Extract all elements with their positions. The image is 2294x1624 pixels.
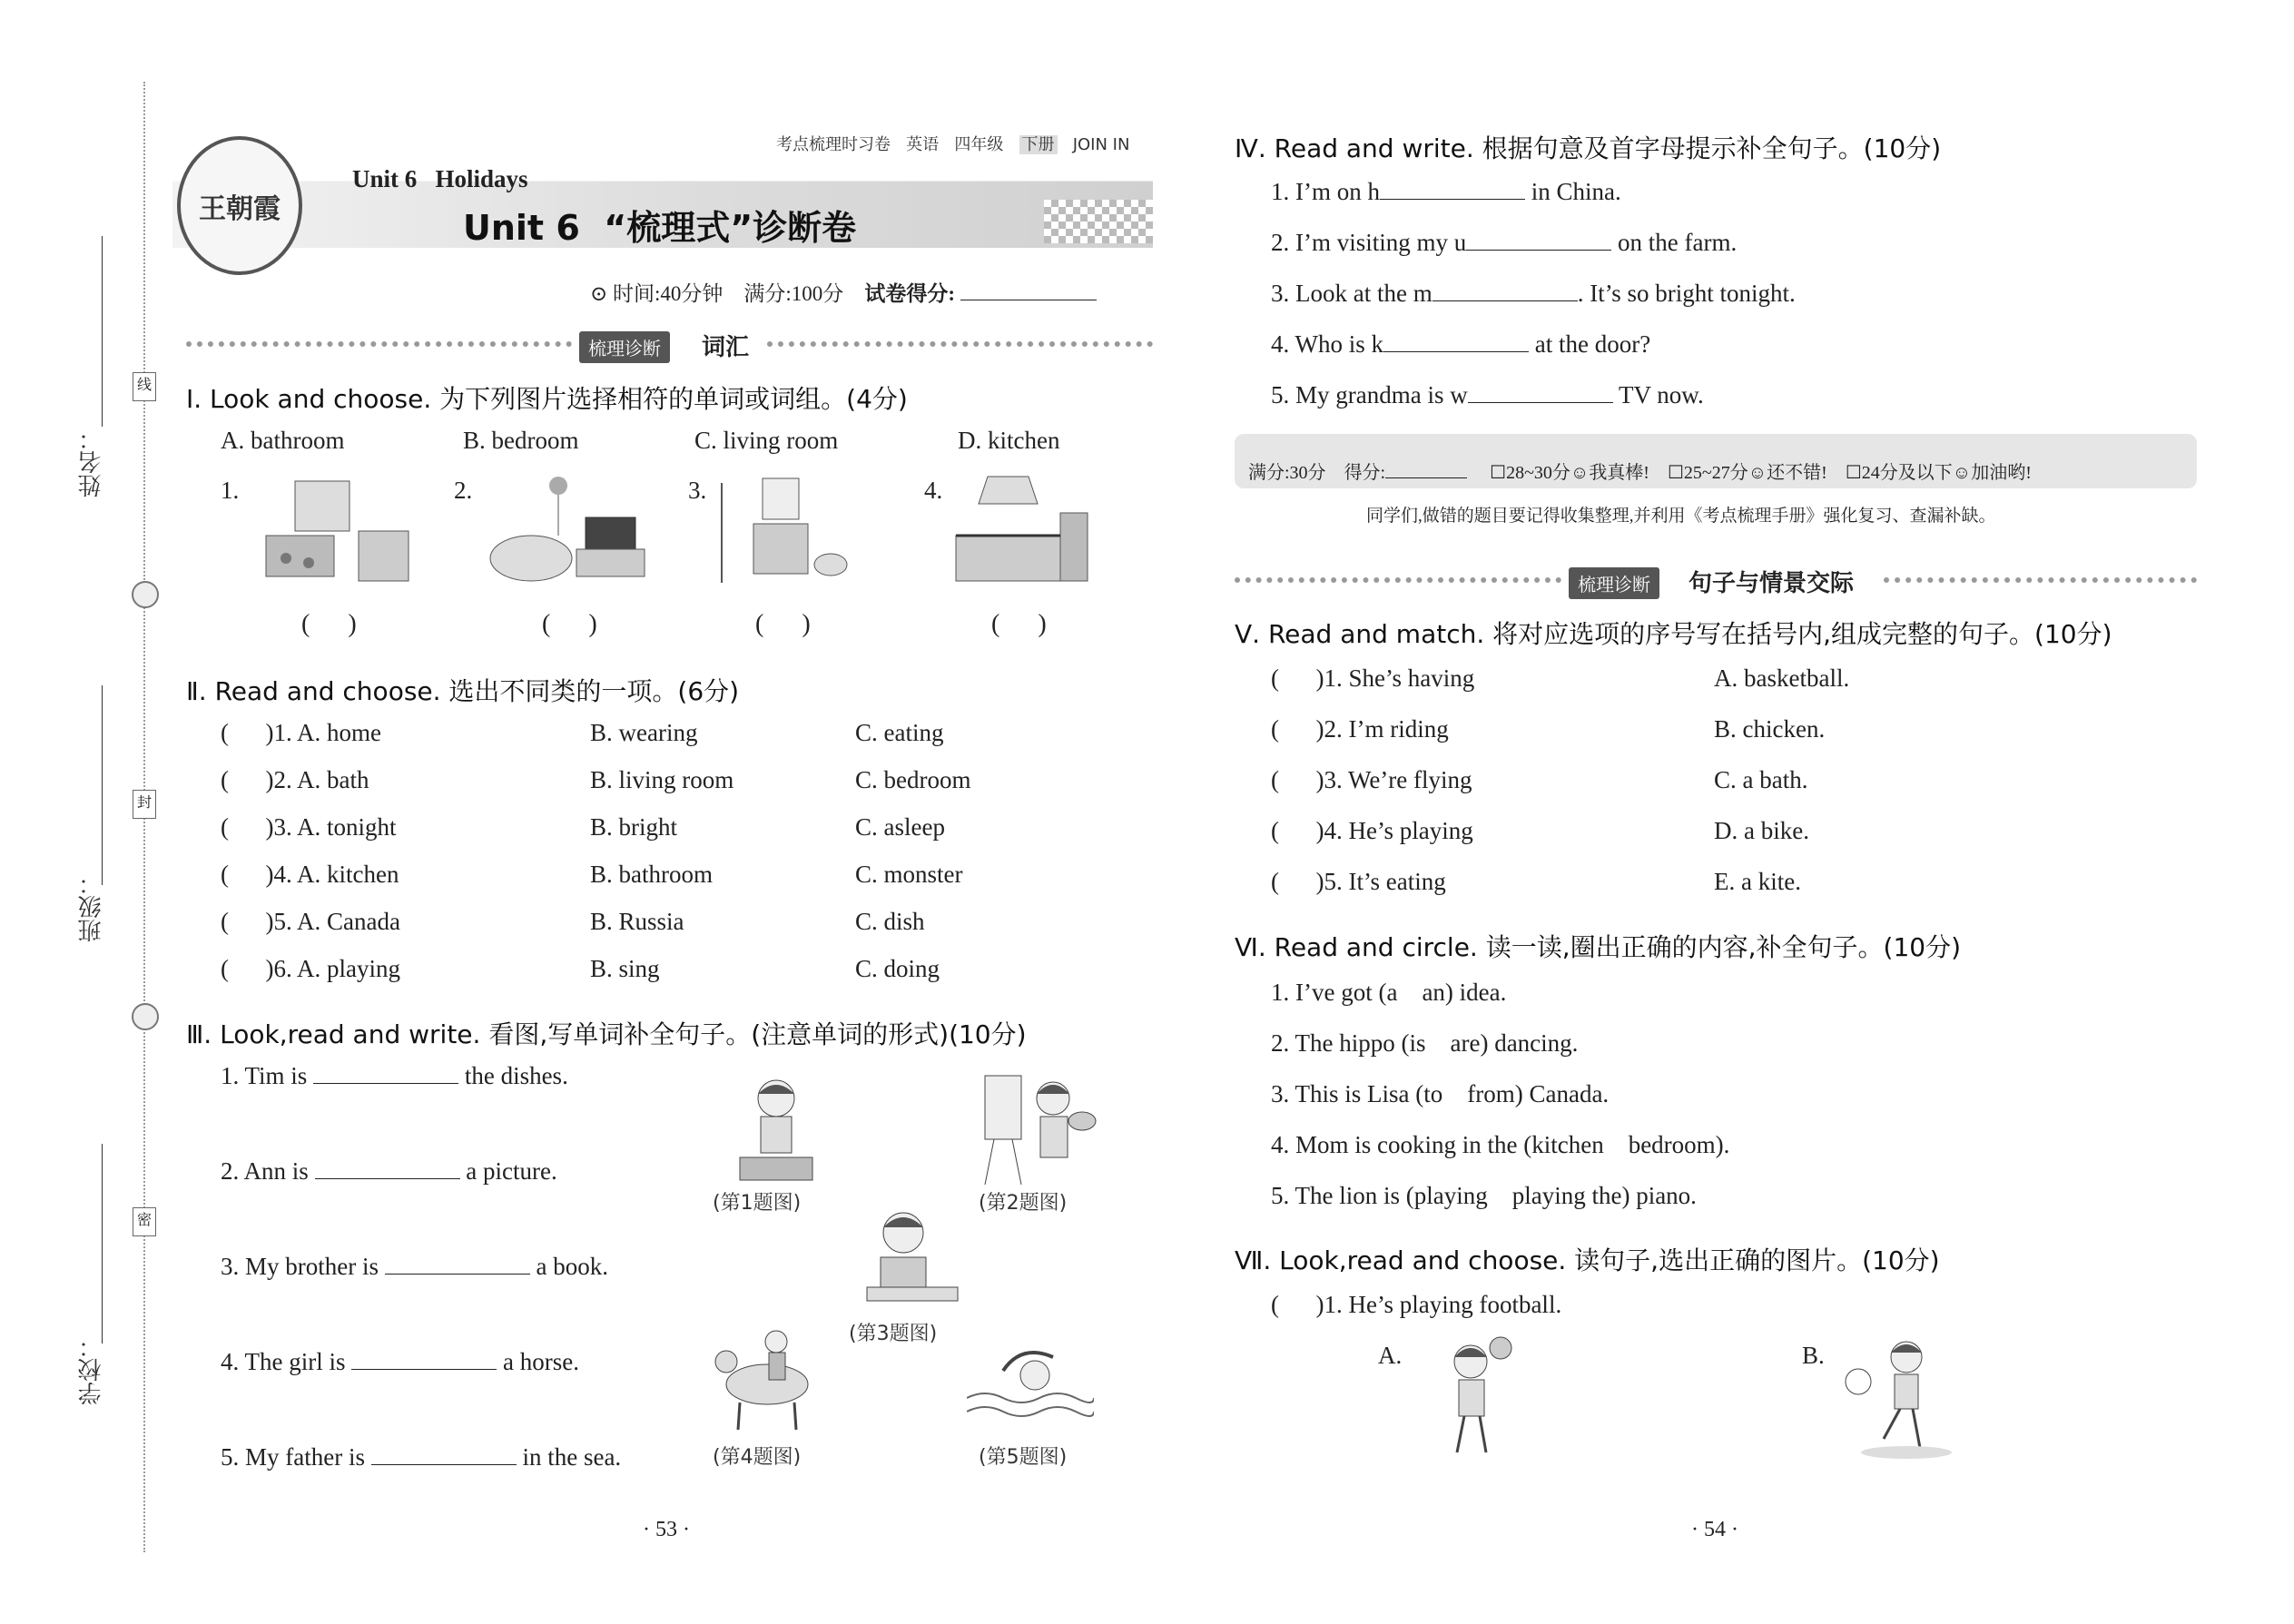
part3-title: Ⅲ. Look,read and write. 看图,写单词补全句子。(注意单词的形式)(10分) (186, 1019, 1027, 1049)
part3-item (221, 1348, 579, 1376)
item-pre: 2. Ann is (221, 1157, 309, 1185)
item-pre: 1. I’m on (1271, 178, 1362, 205)
score-note: 同学们,做错的题目要记得收集整理,并利用《考点梳理手册》强化复习、查漏补缺。 (1366, 507, 1996, 526)
part1-title: Ⅰ. Look and choose. 为下列图片选择相符的单词或词组。(4分) (186, 384, 908, 414)
match-left: ( )2. I’m riding (1271, 715, 1449, 743)
smiley-icon: ☺ (1952, 463, 1972, 483)
item-pre: 5. My father is (221, 1443, 365, 1471)
range-3-text: 加油哟! (1971, 463, 2032, 483)
checkbox-icon[interactable]: ☐ (1490, 463, 1507, 483)
item-pre: 4. Who is (1271, 330, 1365, 358)
item-post: a picture. (466, 1157, 557, 1185)
match-left: ( )4. He’s playing (1271, 817, 1473, 844)
part7-title: Ⅶ. Look,read and choose. 读句子,选出正确的图片。(10分) (1235, 1245, 1940, 1275)
match-left: ( )5. It’s eating (1271, 868, 1446, 895)
cut-mark-1: 线 (133, 372, 156, 401)
clock-icon: ⊙ (590, 282, 608, 305)
boy-football-picture (1838, 1334, 1956, 1462)
item-pre: 5. My grandma is (1271, 381, 1444, 408)
figure-caption: (第5题图) (979, 1446, 1068, 1469)
grade: 四年级 (954, 135, 1004, 154)
answer-blank[interactable] (371, 1444, 517, 1465)
part3-item (221, 1062, 568, 1090)
answer-blank[interactable] (315, 1158, 460, 1179)
bedroom-picture (259, 477, 418, 590)
girl-riding-horse-picture (713, 1325, 826, 1434)
answer-blank[interactable]: ( ) (301, 610, 357, 638)
match-right: A. basketball. (1714, 664, 1850, 692)
range-1-text: 我真棒! (1589, 463, 1649, 483)
item-post: TV now. (1619, 381, 1704, 408)
class-label: 班级： (78, 871, 105, 942)
part3-item (221, 1443, 621, 1471)
row-a: ( )6. A. playing (221, 955, 400, 982)
option-b: B. bedroom (463, 427, 579, 454)
part2-row (221, 908, 400, 936)
item-post: at the door? (1534, 330, 1651, 358)
full-score-30: 满分:30分 (1248, 463, 1326, 483)
answer-blank[interactable] (351, 1349, 497, 1370)
part2-c: C. dish (855, 908, 925, 935)
part4-title: Ⅳ. Read and write. 根据句意及首字母提示补全句子。(10分) (1235, 133, 1942, 163)
answer-blank[interactable] (1466, 230, 1611, 251)
option-a-label: A. (1378, 1342, 1403, 1369)
hint-letter: h (1367, 178, 1380, 205)
divider-left (186, 341, 572, 347)
living-room-picture (486, 472, 649, 590)
circle-item: 5. The lion is (playing playing the) piano. (1271, 1182, 1697, 1209)
part2-b: B. wearing (590, 719, 698, 746)
pic-number: 1. (221, 477, 240, 504)
page-number-left: · 53 · (643, 1518, 690, 1541)
page-number-right: · 54 · (1691, 1518, 1738, 1541)
part4-item (1271, 178, 1621, 206)
series-name: 考点梳理时习卷 (776, 135, 891, 154)
checker-decoration (1044, 200, 1153, 243)
textbook: JOIN IN (1072, 135, 1130, 154)
option-b-label: B. (1802, 1342, 1825, 1369)
answer-blank[interactable]: ( ) (542, 610, 597, 638)
part5-title: Ⅴ. Read and match. 将对应选项的序号写在括号内,组成完整的句子。(10分) (1235, 619, 2112, 649)
option-c: C. living room (694, 427, 839, 454)
match-left: ( )3. We’re flying (1271, 766, 1472, 793)
answer-blank[interactable] (1468, 382, 1613, 403)
row-a: ( )4. A. kitchen (221, 861, 399, 888)
part4-item (1271, 330, 1650, 359)
cut-mark-3: 密 (133, 1207, 156, 1236)
range-2-text: 还不错! (1767, 463, 1827, 483)
unit-subtitle: Unit 6 Holidays (352, 165, 528, 192)
full-score: 满分:100分 (743, 282, 844, 305)
subject: 英语 (906, 135, 940, 154)
part4-item (1271, 381, 1704, 409)
logo (177, 136, 302, 275)
match-right: C. a bath. (1714, 766, 1808, 793)
divider-left (1235, 577, 1561, 583)
part2-b: B. living room (590, 766, 734, 793)
logo-text: 王朝霞 (199, 192, 281, 225)
score-label: 试卷得分: (864, 282, 955, 305)
answer-blank[interactable] (313, 1063, 458, 1084)
part4-item (1271, 229, 1737, 257)
item-pre: 3. My brother is (221, 1253, 379, 1280)
item-post: the dishes. (464, 1062, 568, 1089)
part2-b: B. Russia (590, 908, 684, 935)
boy-reading-picture (849, 1207, 962, 1312)
option-a: A. bathroom (221, 427, 345, 454)
part2-c: C. asleep (855, 813, 945, 841)
smiley-icon: ☺ (1570, 463, 1590, 483)
part4-item (1271, 280, 1796, 308)
item-pre: 4. The girl is (221, 1348, 346, 1375)
hint-letter: m (1413, 280, 1433, 307)
got-score-label: 得分: (1344, 463, 1386, 483)
name-line[interactable] (102, 236, 103, 427)
item-post: on the farm. (1618, 229, 1738, 256)
section-label-sentence: 句子与情景交际 (1689, 570, 1855, 597)
score-input[interactable] (960, 280, 1097, 300)
page-title: Unit 6 “梳理式”诊断卷 (463, 208, 857, 248)
man-swimming-picture (967, 1334, 1094, 1425)
item-post: in the sea. (522, 1443, 622, 1471)
divider-right (1884, 577, 2197, 583)
boy-washing-dishes-picture (726, 1076, 826, 1189)
part2-c: C. eating (855, 719, 944, 746)
answer-blank[interactable] (1380, 179, 1525, 200)
range-1: 28~30分 (1506, 463, 1570, 483)
part2-row (221, 719, 381, 747)
name-label: 姓名： (78, 427, 105, 497)
answer-blank[interactable] (1383, 331, 1529, 352)
circle-item: 2. The hippo (is are) dancing. (1271, 1029, 1579, 1057)
row-a: ( )2. A. bath (221, 766, 369, 793)
part2-b: B. bright (590, 813, 678, 841)
part2-row (221, 813, 397, 842)
match-right: D. a bike. (1714, 817, 1809, 844)
match-right: B. chicken. (1714, 715, 1826, 743)
divider-right (767, 341, 1153, 347)
circle-item: 1. I’ve got (a an) idea. (1271, 979, 1507, 1006)
part2-row (221, 861, 399, 889)
volume: 下册 (1019, 135, 1058, 154)
school-line[interactable] (102, 1144, 103, 1343)
item-pre: 3. Look at the (1271, 280, 1407, 307)
part2-c: C. doing (855, 955, 940, 982)
exam-info (590, 277, 1097, 307)
pic-number: 3. (688, 477, 707, 504)
range-3: 24分及以下 (1861, 463, 1953, 483)
pic-number: 4. (924, 477, 943, 504)
bathroom-picture (717, 474, 853, 590)
scissors-icon (132, 1003, 159, 1030)
checkbox-icon[interactable]: ☐ (1845, 463, 1862, 483)
range-2: 25~27分 (1683, 463, 1748, 483)
item-post: in China. (1531, 178, 1621, 205)
pic-number: 2. (454, 477, 473, 504)
item-post: . It’s so bright tonight. (1577, 280, 1796, 307)
section-tag: 梳理诊断 (579, 331, 670, 363)
hint-letter: w (1450, 381, 1468, 408)
item-pre: 2. I’m visiting my (1271, 229, 1448, 256)
answer-blank[interactable]: ( ) (991, 610, 1047, 638)
hint-letter: u (1453, 229, 1467, 256)
match-right: E. a kite. (1714, 868, 1801, 895)
part2-c: C. monster (855, 861, 963, 888)
girl-painting-picture (980, 1071, 1098, 1189)
answer-blank[interactable] (385, 1254, 530, 1275)
smiley-icon: ☺ (1748, 463, 1767, 483)
match-left: ( )1. She’s having (1271, 664, 1475, 692)
kitchen-picture (951, 472, 1092, 590)
exam-time: 时间:40分钟 (613, 282, 724, 305)
part7-item: ( )1. He’s playing football. (1271, 1291, 1562, 1318)
section-label-vocab: 词汇 (702, 334, 750, 361)
part2-row (221, 955, 400, 983)
class-line[interactable] (102, 685, 103, 885)
boy-basketball-picture (1430, 1334, 1521, 1462)
part2-title: Ⅱ. Read and choose. 选出不同类的一项。(6分) (186, 676, 740, 706)
part3-item (221, 1253, 608, 1281)
part2-b: B. sing (590, 955, 660, 982)
figure-caption: (第2题图) (979, 1192, 1068, 1215)
part2-c: C. bedroom (855, 766, 971, 793)
circle-item: 3. This is Lisa (to from) Canada. (1271, 1080, 1610, 1107)
row-a: ( )5. A. Canada (221, 908, 400, 935)
answer-blank[interactable] (1433, 281, 1578, 301)
hint-letter: k (1371, 330, 1384, 358)
series-info (776, 132, 1129, 155)
scissors-icon (132, 581, 159, 608)
option-d: D. kitchen (958, 427, 1060, 454)
row-a: ( )1. A. home (221, 719, 381, 746)
part2-b: B. bathroom (590, 861, 713, 888)
school-label: 学校： (78, 1334, 105, 1405)
item-post: a horse. (503, 1348, 579, 1375)
row-a: ( )3. A. tonight (221, 813, 397, 841)
circle-item: 4. Mom is cooking in the (kitchen bedroom). (1271, 1131, 1730, 1158)
score-bar-content (1248, 458, 2032, 484)
part2-row (221, 766, 369, 794)
part6-title: Ⅵ. Read and circle. 读一读,圈出正确的内容,补全句子。(10分) (1235, 932, 1962, 962)
section-tag: 梳理诊断 (1569, 567, 1659, 599)
item-pre: 1. Tim is (221, 1062, 308, 1089)
item-post: a book. (536, 1253, 608, 1280)
figure-caption: (第4题图) (713, 1446, 802, 1469)
checkbox-icon[interactable]: ☐ (1667, 463, 1684, 483)
answer-blank[interactable]: ( ) (755, 610, 811, 638)
cut-mark-2: 封 (133, 790, 156, 819)
figure-caption: (第3题图) (849, 1323, 938, 1345)
part3-item (221, 1157, 557, 1186)
got-score-input[interactable] (1385, 461, 1467, 478)
figure-caption: (第1题图) (713, 1192, 802, 1215)
